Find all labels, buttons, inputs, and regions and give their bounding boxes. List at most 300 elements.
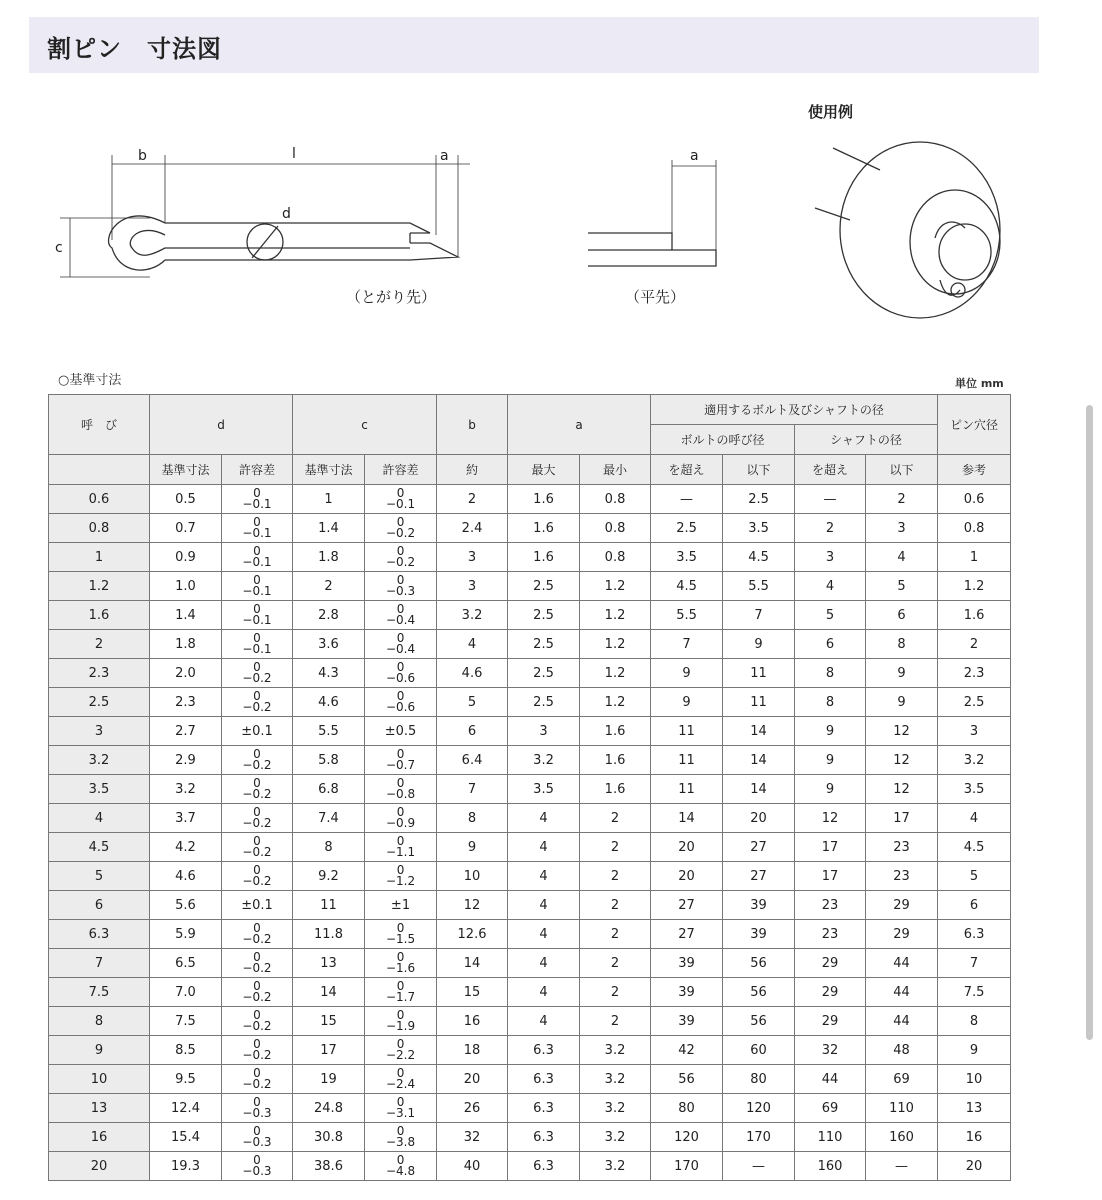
- cell-dt: [222, 746, 293, 775]
- cell-n: 3.5: [49, 775, 150, 804]
- cell-ct: [365, 572, 437, 601]
- cell-ct: [365, 775, 437, 804]
- tolerance-lower: −0.2: [242, 787, 272, 801]
- cell-n: 1.2: [49, 572, 150, 601]
- cell-so: 160: [795, 1152, 866, 1181]
- cell-amin: 3.2: [580, 1152, 651, 1181]
- cell-su: 110: [866, 1094, 938, 1123]
- cell-amax: 4: [508, 891, 580, 920]
- tolerance-lower: −0.2: [242, 758, 272, 772]
- cell-su: 17: [866, 804, 938, 833]
- cell-amax: 1.6: [508, 543, 580, 572]
- tolerance-lower: −0.8: [385, 787, 416, 801]
- tolerance-upper: 0: [253, 747, 261, 761]
- cell-c: 6.8: [293, 775, 365, 804]
- tolerance-stack: [386, 691, 415, 713]
- cell-d: 0.7: [150, 514, 222, 543]
- cell-su: 8: [866, 630, 938, 659]
- tolerance-upper: 0: [253, 689, 261, 703]
- cell-so: 2: [795, 514, 866, 543]
- cell-dt: [222, 1065, 293, 1094]
- cell-amax: 2.5: [508, 688, 580, 717]
- cell-n: 1: [49, 543, 150, 572]
- cell-su: 44: [866, 1007, 938, 1036]
- table-row: [49, 514, 1011, 543]
- cell-amin: 1.2: [580, 688, 651, 717]
- usage-label: 使用例: [808, 103, 854, 121]
- cell-bu: 56: [723, 1007, 795, 1036]
- cell-bo: 11: [651, 775, 723, 804]
- cell-dt: [222, 572, 293, 601]
- cell-bo: 170: [651, 1152, 723, 1181]
- tolerance-stack: [242, 952, 271, 974]
- cell-dt: [222, 485, 293, 514]
- tolerance-lower: −3.1: [385, 1106, 416, 1120]
- cell-bo: 39: [651, 1007, 723, 1036]
- cell-n: 5: [49, 862, 150, 891]
- tolerance-value: ±0.1: [241, 723, 273, 739]
- header-bolt: ボルトの呼び径: [651, 425, 795, 455]
- dim-a-flat-label: a: [690, 148, 699, 164]
- tolerance-stack: [242, 836, 271, 858]
- cell-bu: 14: [723, 775, 795, 804]
- tolerance-lower: −4.8: [385, 1164, 416, 1178]
- header-basic: 基準寸法: [150, 455, 222, 485]
- cell-dt: [222, 514, 293, 543]
- tolerance-lower: −0.3: [242, 1164, 272, 1178]
- scrollbar[interactable]: [1086, 405, 1093, 1040]
- tolerance-upper: 0: [396, 1037, 405, 1051]
- tolerance-lower: −0.2: [242, 1077, 272, 1091]
- cell-c: 7.4: [293, 804, 365, 833]
- cell-ct: [365, 1007, 437, 1036]
- cell-p: 0.6: [938, 485, 1011, 514]
- cell-n: 2.5: [49, 688, 150, 717]
- table-row: [49, 833, 1011, 862]
- tolerance-upper: 0: [396, 834, 405, 848]
- table-row: [49, 1007, 1011, 1036]
- tolerance-value: ±0.1: [241, 897, 273, 913]
- cell-bo: 5.5: [651, 601, 723, 630]
- cell-p: 8: [938, 1007, 1011, 1036]
- cell-c: 2: [293, 572, 365, 601]
- cell-d: 8.5: [150, 1036, 222, 1065]
- cell-c: 5.5: [293, 717, 365, 746]
- cell-dt: [222, 543, 293, 572]
- cell-dt: [222, 833, 293, 862]
- tolerance-stack: [386, 865, 415, 887]
- cell-bo: 4.5: [651, 572, 723, 601]
- cell-bu: 39: [723, 891, 795, 920]
- cell-d: 12.4: [150, 1094, 222, 1123]
- tolerance-stack: [242, 1097, 271, 1119]
- cell-n: 6.3: [49, 920, 150, 949]
- cell-ct: [365, 978, 437, 1007]
- tolerance-stack: [242, 633, 271, 655]
- tolerance-upper: 0: [396, 863, 405, 877]
- cell-n: 4: [49, 804, 150, 833]
- cell-c: 17: [293, 1036, 365, 1065]
- cell-d: 4.6: [150, 862, 222, 891]
- cell-so: 8: [795, 659, 866, 688]
- cell-amin: 0.8: [580, 514, 651, 543]
- cell-b: 26: [437, 1094, 508, 1123]
- cell-p: 1: [938, 543, 1011, 572]
- cell-su: 12: [866, 746, 938, 775]
- table-row: [49, 746, 1011, 775]
- table-row: [49, 630, 1011, 659]
- table-row: [49, 1123, 1011, 1152]
- cell-so: 4: [795, 572, 866, 601]
- tolerance-stack: [386, 778, 415, 800]
- cell-ct: [365, 891, 437, 920]
- dim-d-label: d: [282, 206, 291, 222]
- tolerance-stack: [242, 865, 271, 887]
- tolerance-upper: 0: [396, 950, 405, 964]
- cell-amax: 3: [508, 717, 580, 746]
- cell-amin: 2: [580, 978, 651, 1007]
- dim-l-label: l: [292, 146, 296, 162]
- cell-bo: 11: [651, 746, 723, 775]
- tolerance-stack: [242, 807, 271, 829]
- cell-n: 7: [49, 949, 150, 978]
- cell-ct: [365, 601, 437, 630]
- tolerance-lower: −2.4: [385, 1077, 416, 1091]
- tolerance-stack: [386, 952, 415, 974]
- cell-amax: 4: [508, 804, 580, 833]
- cell-c: 14: [293, 978, 365, 1007]
- cell-n: 20: [49, 1152, 150, 1181]
- cell-p: 3: [938, 717, 1011, 746]
- cell-ct: [365, 485, 437, 514]
- cell-c: 1.8: [293, 543, 365, 572]
- cell-su: 3: [866, 514, 938, 543]
- header-blank: [49, 455, 150, 485]
- tolerance-upper: 0: [253, 515, 261, 529]
- header-upto2: 以下: [866, 455, 938, 485]
- cell-amax: 2.5: [508, 601, 580, 630]
- cell-c: 13: [293, 949, 365, 978]
- cell-bu: 20: [723, 804, 795, 833]
- cell-dt: [222, 601, 293, 630]
- cell-su: 23: [866, 833, 938, 862]
- cell-bo: 80: [651, 1094, 723, 1123]
- tolerance-lower: −0.6: [385, 671, 416, 685]
- cell-c: 9.2: [293, 862, 365, 891]
- cell-su: 12: [866, 775, 938, 804]
- tolerance-lower: −0.4: [385, 613, 416, 627]
- tolerance-upper: 0: [396, 544, 405, 558]
- cell-su: 5: [866, 572, 938, 601]
- tolerance-upper: 0: [253, 776, 261, 790]
- cell-p: 16: [938, 1123, 1011, 1152]
- cell-so: 12: [795, 804, 866, 833]
- tolerance-upper: 0: [253, 921, 261, 935]
- cell-su: 69: [866, 1065, 938, 1094]
- cell-c: 3.6: [293, 630, 365, 659]
- dimension-table: [48, 394, 1011, 1181]
- cell-d: 3.7: [150, 804, 222, 833]
- tolerance-lower: −1.2: [385, 874, 416, 888]
- tolerance-upper: 0: [253, 573, 261, 587]
- cell-p: 2.5: [938, 688, 1011, 717]
- cell-b: 8: [437, 804, 508, 833]
- tolerance-stack: [386, 604, 415, 626]
- cotter-pin-drawing: [0, 90, 1102, 350]
- table-row: [49, 1065, 1011, 1094]
- cell-n: 3: [49, 717, 150, 746]
- cell-p: 13: [938, 1094, 1011, 1123]
- cell-amin: 0.8: [580, 543, 651, 572]
- tolerance-stack: [242, 1039, 271, 1061]
- table-row: [49, 485, 1011, 514]
- tolerance-lower: −2.2: [385, 1048, 416, 1062]
- cell-n: 2.3: [49, 659, 150, 688]
- title-bar: [29, 17, 1039, 73]
- table-row: [49, 949, 1011, 978]
- header-shaft: シャフトの径: [795, 425, 938, 455]
- cell-d: 1.8: [150, 630, 222, 659]
- table-row: [49, 1036, 1011, 1065]
- cell-p: 4: [938, 804, 1011, 833]
- cell-b: 16: [437, 1007, 508, 1036]
- tolerance-lower: −1.1: [385, 845, 416, 859]
- cell-c: 4.6: [293, 688, 365, 717]
- cell-bo: 14: [651, 804, 723, 833]
- cell-bu: 60: [723, 1036, 795, 1065]
- tolerance-stack: [242, 546, 271, 568]
- cell-ct: [365, 804, 437, 833]
- tolerance-lower: −0.2: [242, 671, 272, 685]
- table-row: [49, 601, 1011, 630]
- cell-bo: 39: [651, 978, 723, 1007]
- cell-amax: 3.2: [508, 746, 580, 775]
- tolerance-lower: −0.2: [385, 526, 416, 540]
- cell-n: 1.6: [49, 601, 150, 630]
- cell-b: 7: [437, 775, 508, 804]
- tolerance-upper: 0: [396, 660, 405, 674]
- cell-c: 24.8: [293, 1094, 365, 1123]
- cell-ct: [365, 717, 437, 746]
- cell-ct: [365, 949, 437, 978]
- cell-b: 20: [437, 1065, 508, 1094]
- tolerance-upper: 0: [396, 515, 405, 529]
- tolerance-lower: −0.2: [242, 874, 272, 888]
- tolerance-stack: [242, 778, 271, 800]
- header-over: を超え: [651, 455, 723, 485]
- cell-bu: 80: [723, 1065, 795, 1094]
- tolerance-stack: [386, 488, 415, 510]
- cell-b: 4: [437, 630, 508, 659]
- cell-su: 2: [866, 485, 938, 514]
- tolerance-lower: −0.1: [242, 584, 272, 598]
- tolerance-lower: −0.3: [385, 584, 416, 598]
- header-ref: 参考: [938, 455, 1011, 485]
- tolerance-lower: −0.7: [385, 758, 416, 772]
- cell-dt: [222, 862, 293, 891]
- cell-c: 11: [293, 891, 365, 920]
- tolerance-upper: 0: [396, 1066, 405, 1080]
- table-row: [49, 688, 1011, 717]
- cell-amin: 2: [580, 1007, 651, 1036]
- cell-amin: 1.2: [580, 572, 651, 601]
- tolerance-upper: 0: [253, 544, 261, 558]
- cell-so: 17: [795, 862, 866, 891]
- cell-dt: [222, 688, 293, 717]
- tolerance-stack: [386, 1097, 415, 1119]
- cell-d: 5.9: [150, 920, 222, 949]
- tolerance-upper: 0: [253, 1008, 261, 1022]
- tolerance-upper: 0: [396, 1008, 405, 1022]
- cell-b: 9: [437, 833, 508, 862]
- cell-bu: 14: [723, 717, 795, 746]
- cell-p: 7: [938, 949, 1011, 978]
- cell-dt: [222, 891, 293, 920]
- caption-flat: （平先）: [625, 288, 686, 306]
- tolerance-lower: −0.2: [242, 845, 272, 859]
- cell-amin: 1.6: [580, 717, 651, 746]
- cell-bo: 56: [651, 1065, 723, 1094]
- header-upto: 以下: [723, 455, 795, 485]
- cell-d: 0.5: [150, 485, 222, 514]
- tolerance-upper: 0: [253, 863, 261, 877]
- cell-dt: [222, 630, 293, 659]
- cell-c: 4.3: [293, 659, 365, 688]
- header-c: c: [293, 395, 437, 455]
- cell-c: 11.8: [293, 920, 365, 949]
- cell-n: 6: [49, 891, 150, 920]
- cell-p: 1.2: [938, 572, 1011, 601]
- tolerance-stack: [386, 1126, 415, 1148]
- tolerance-stack: [386, 807, 415, 829]
- cell-amin: 1.2: [580, 659, 651, 688]
- tolerance-value: ±1: [390, 897, 411, 913]
- cell-amax: 1.6: [508, 485, 580, 514]
- tolerance-lower: −0.4: [385, 642, 416, 656]
- cell-so: 17: [795, 833, 866, 862]
- header-tol: 許容差: [222, 455, 293, 485]
- tolerance-upper: 0: [253, 834, 261, 848]
- cell-bu: 3.5: [723, 514, 795, 543]
- cell-n: 4.5: [49, 833, 150, 862]
- tolerance-lower: −0.1: [242, 526, 272, 540]
- tolerance-upper: 0: [396, 689, 405, 703]
- tolerance-stack: [242, 517, 271, 539]
- cell-d: 5.6: [150, 891, 222, 920]
- cell-amin: 2: [580, 862, 651, 891]
- cell-p: 1.6: [938, 601, 1011, 630]
- cell-b: 10: [437, 862, 508, 891]
- cell-su: 4: [866, 543, 938, 572]
- cell-bu: 11: [723, 688, 795, 717]
- tolerance-lower: −0.3: [242, 1135, 272, 1149]
- tolerance-stack: [386, 546, 415, 568]
- cell-ct: [365, 746, 437, 775]
- dim-a-label: a: [440, 148, 449, 164]
- tolerance-upper: 0: [396, 1124, 405, 1138]
- cell-c: 8: [293, 833, 365, 862]
- caption-pointed: （とがり先）: [346, 288, 437, 306]
- cell-amax: 4: [508, 949, 580, 978]
- cell-p: 2: [938, 630, 1011, 659]
- page-title: 割ピン 寸法図: [47, 35, 222, 63]
- tolerance-value: ±0.5: [384, 723, 417, 739]
- cell-bo: 2.5: [651, 514, 723, 543]
- cell-bo: 9: [651, 688, 723, 717]
- cell-b: 18: [437, 1036, 508, 1065]
- cell-b: 12: [437, 891, 508, 920]
- tolerance-upper: 0: [253, 631, 261, 645]
- cell-amax: 6.3: [508, 1065, 580, 1094]
- cell-amax: 6.3: [508, 1036, 580, 1065]
- cell-amin: 3.2: [580, 1094, 651, 1123]
- tolerance-lower: −0.1: [242, 613, 272, 627]
- cell-p: 4.5: [938, 833, 1011, 862]
- cell-d: 0.9: [150, 543, 222, 572]
- cell-bu: 4.5: [723, 543, 795, 572]
- cell-dt: [222, 978, 293, 1007]
- cell-ct: [365, 1065, 437, 1094]
- tolerance-lower: −0.6: [385, 700, 416, 714]
- cell-amax: 4: [508, 862, 580, 891]
- tolerance-lower: −0.2: [242, 961, 272, 975]
- cell-bu: 56: [723, 949, 795, 978]
- tolerance-lower: −1.6: [385, 961, 416, 975]
- cell-amin: 2: [580, 891, 651, 920]
- tolerance-lower: −1.5: [385, 932, 416, 946]
- table-row: [49, 659, 1011, 688]
- cell-n: 7.5: [49, 978, 150, 1007]
- cell-c: 38.6: [293, 1152, 365, 1181]
- tolerance-stack: [242, 1068, 271, 1090]
- cell-so: 23: [795, 891, 866, 920]
- cell-bu: 7: [723, 601, 795, 630]
- tolerance-upper: 0: [253, 602, 261, 616]
- cell-p: 6: [938, 891, 1011, 920]
- cell-dt: [222, 1094, 293, 1123]
- cell-so: 9: [795, 775, 866, 804]
- cell-c: 1: [293, 485, 365, 514]
- cell-dt: [222, 804, 293, 833]
- cell-amax: 2.5: [508, 659, 580, 688]
- tolerance-stack: [386, 662, 415, 684]
- cell-ct: [365, 688, 437, 717]
- cell-su: 44: [866, 949, 938, 978]
- tolerance-lower: −0.1: [242, 642, 272, 656]
- cell-d: 7.0: [150, 978, 222, 1007]
- tolerance-upper: 0: [253, 950, 261, 964]
- cell-so: 32: [795, 1036, 866, 1065]
- tolerance-stack: [242, 1126, 271, 1148]
- cell-ct: [365, 920, 437, 949]
- cell-b: 5: [437, 688, 508, 717]
- table-row: [49, 543, 1011, 572]
- cell-amin: 1.2: [580, 630, 651, 659]
- cell-bu: 120: [723, 1094, 795, 1123]
- tolerance-upper: 0: [253, 1124, 261, 1138]
- cell-su: 29: [866, 891, 938, 920]
- tolerance-stack: [386, 836, 415, 858]
- cell-dt: [222, 1152, 293, 1181]
- header-b: b: [437, 395, 508, 455]
- cell-bu: 5.5: [723, 572, 795, 601]
- tolerance-upper: 0: [396, 1095, 405, 1109]
- cell-amin: 2: [580, 920, 651, 949]
- cell-b: 32: [437, 1123, 508, 1152]
- cell-c: 19: [293, 1065, 365, 1094]
- cell-bu: 56: [723, 978, 795, 1007]
- cell-so: —: [795, 485, 866, 514]
